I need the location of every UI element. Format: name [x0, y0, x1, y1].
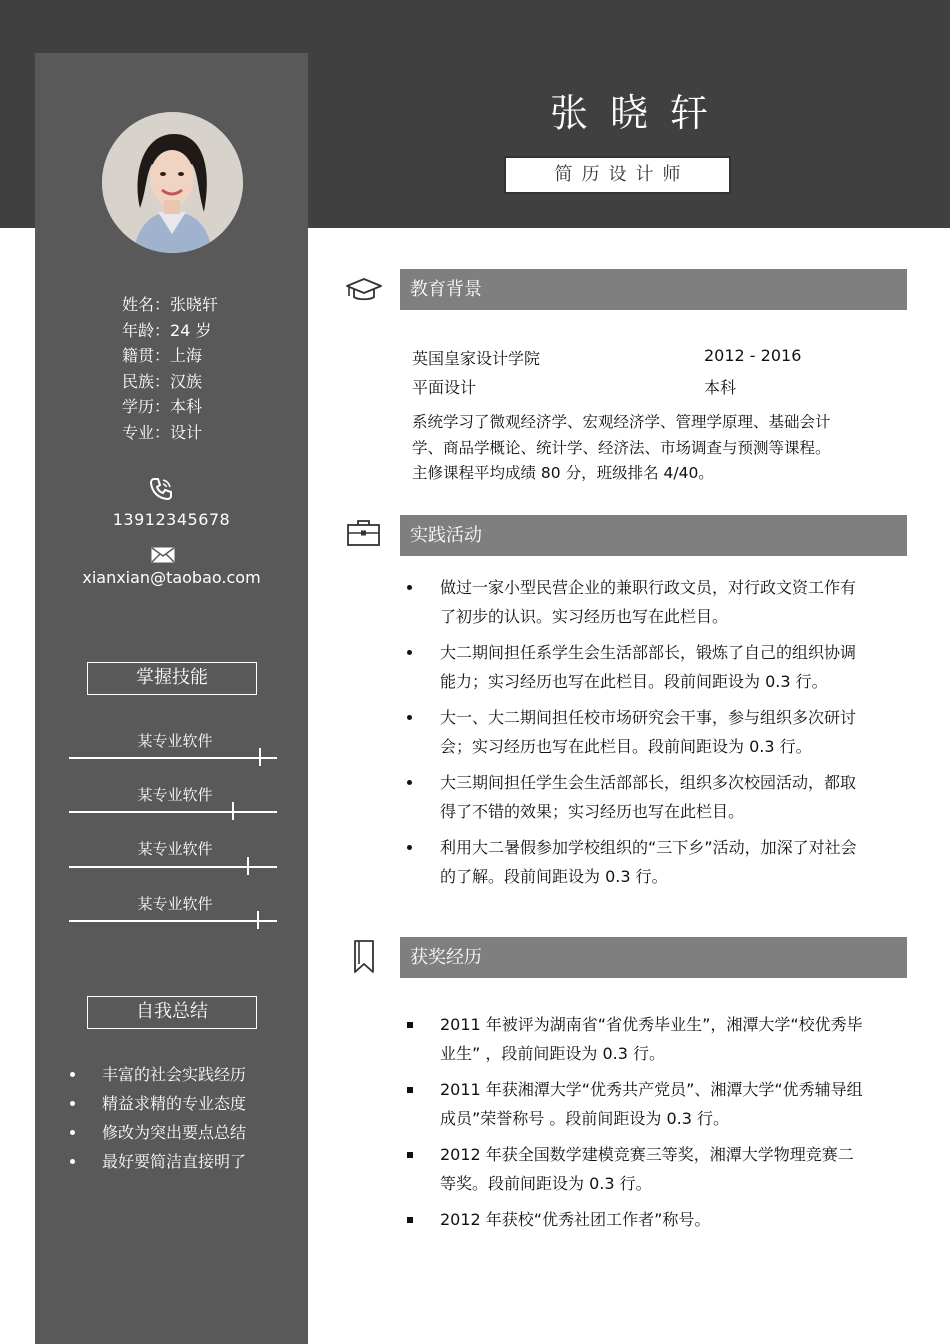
list-item: 做过一家小型民营企业的兼职行政文员，对行政文资工作有 了初步的认识。实习经历也写在此栏目。 [400, 573, 900, 631]
email-address: xianxian@taobao.com [82, 568, 261, 587]
practice-list [400, 573, 900, 898]
info-hometown: 籍贯：上海 [122, 346, 203, 366]
briefcase-icon [345, 515, 383, 553]
school-name: 英国皇家设计学院 [412, 349, 541, 368]
summary-item: 精益求精的专业态度 [70, 1091, 246, 1120]
mail-icon [151, 547, 175, 563]
list-item: 2012 年获校“优秀社团工作者”称号。 [400, 1205, 900, 1234]
skill-bar [69, 757, 277, 759]
skill-bar [69, 866, 277, 868]
job-title-box: 简历设计师 [504, 156, 731, 194]
skill-bar [69, 811, 277, 813]
awards-heading: 获奖经历 [400, 937, 907, 978]
candidate-name: 张晓轩 [549, 91, 730, 135]
skill-bar [69, 920, 277, 922]
skill-level-marker [259, 748, 261, 766]
skills-heading: 掌握技能 [87, 662, 257, 695]
skill-level-marker [247, 857, 249, 875]
summary-item: 最好要简洁直接明了 [70, 1149, 246, 1178]
list-item: 2011 年被评为湖南省“省优秀毕业生”，湘潭大学“校优秀毕 业生” ，段前间距设为 0.3 行。 [400, 1010, 900, 1068]
graduation-cap-icon [345, 272, 383, 310]
info-major: 专业：设计 [122, 422, 203, 442]
info-ethnicity: 民族：汉族 [122, 371, 203, 391]
major: 平面设计 [412, 378, 477, 397]
list-item: 2011 年获湘潭大学“优秀共产党员”、湘潭大学“优秀辅导组 成员”荣誉称号 。段前间距设为 0.3 行。 [400, 1075, 900, 1133]
bookmark-icon [345, 938, 383, 976]
avatar-photo [102, 112, 243, 253]
study-years: 2012 - 2016 [704, 346, 802, 365]
info-education: 学历：本科 [122, 397, 203, 417]
skill-level-marker [257, 911, 259, 929]
degree: 本科 [704, 378, 737, 397]
awards-list [400, 1010, 900, 1241]
info-age: 年龄：24 岁 [122, 320, 212, 340]
skill-label: 某专业软件 [137, 895, 213, 913]
info-name: 姓名：张晓轩 [122, 295, 219, 314]
phone-icon [148, 476, 174, 502]
summary-item: 丰富的社会实践经历 [70, 1062, 246, 1091]
summary-list [70, 1062, 246, 1178]
skill-label: 某专业软件 [137, 732, 213, 750]
education-description: 系统学习了微观经济学、宏观经济学、管理学原理、基础会计 学、商品学概论、统计学、经济法、市场调查与预测等课程。 主修课程平均成绩 80 分，班级排名 4/40。 [412, 413, 831, 483]
skill-label: 某专业软件 [137, 840, 213, 858]
summary-item: 修改为突出要点总结 [70, 1120, 246, 1149]
skill-label: 某专业软件 [137, 786, 213, 804]
phone-number: 13912345678 [112, 510, 231, 529]
list-item: 利用大二暑假参加学校组织的“三下乡”活动，加深了对社会 的了解。段前间距设为 0.3 行。 [400, 833, 900, 891]
practice-heading: 实践活动 [400, 515, 907, 556]
list-item: 大三期间担任学生会生活部部长，组织多次校园活动，都取 得了不错的效果；实习经历也写在此栏目。 [400, 768, 900, 826]
list-item: 大二期间担任系学生会生活部部长，锻炼了自己的组织协调 能力；实习经历也写在此栏目。段前间距设为 0.3 行。 [400, 638, 900, 696]
avatar [102, 112, 243, 253]
list-item: 大一、大二期间担任校市场研究会干事，参与组织多次研讨 会；实习经历也写在此栏目。段前间距设为 0.3 行。 [400, 703, 900, 761]
personal-info [122, 292, 218, 446]
summary-heading: 自我总结 [87, 996, 257, 1029]
education-heading: 教育背景 [400, 269, 907, 310]
list-item: 2012 年获全国数学建模竞赛三等奖，湘潭大学物理竞赛二 等奖。段前间距设为 0.3 行。 [400, 1140, 900, 1198]
skill-level-marker [232, 802, 234, 820]
